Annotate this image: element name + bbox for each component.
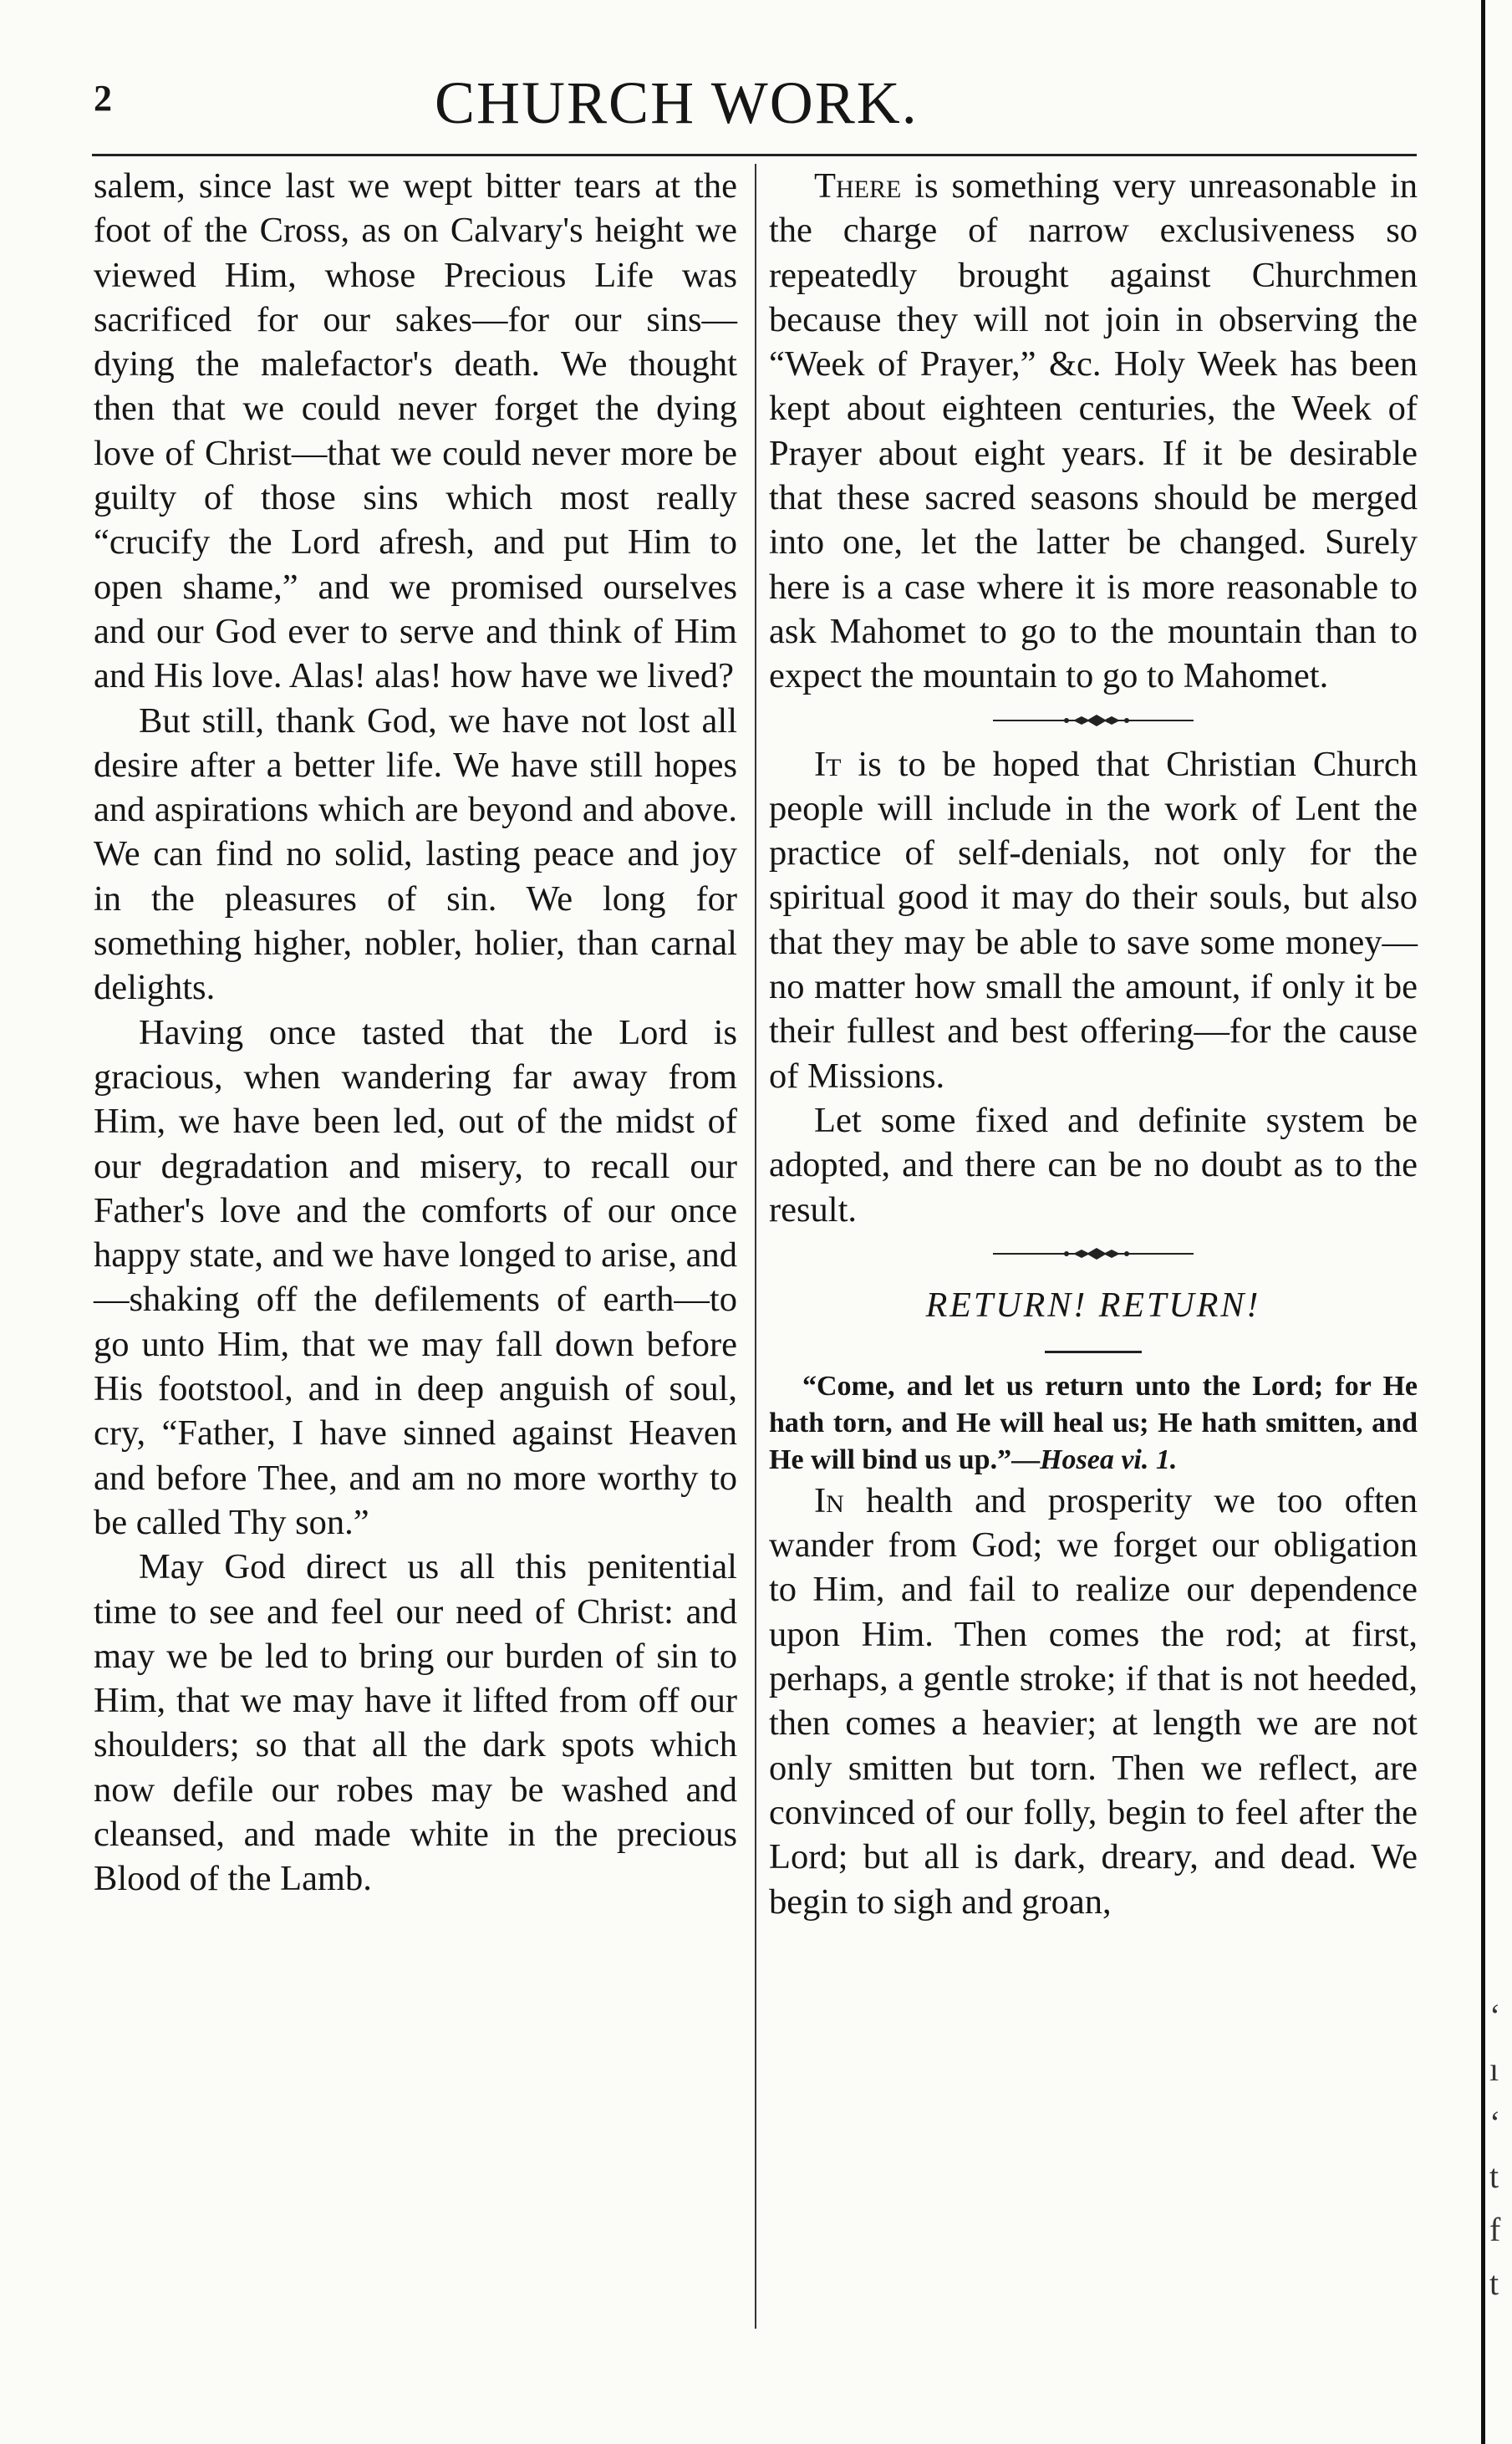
epigraph-text: “Come, and let us return unto the Lord; for He hath torn, and He will heal us; He hath smitten, and He will bind us up.”—: [769, 1370, 1418, 1475]
note-lead-word: There: [814, 166, 902, 206]
section-ornament: [769, 1232, 1418, 1275]
column-divider: [755, 164, 756, 2329]
margin-fragment: ‘: [1489, 1997, 1501, 2034]
note-lent-missions: [769, 742, 1418, 1098]
margin-fragment: t: [1489, 2157, 1499, 2195]
margin-fragment: f: [1489, 2211, 1501, 2248]
note-lead-word: It: [814, 744, 842, 784]
article-paragraph: [769, 1479, 1418, 1924]
left-column: [94, 164, 737, 1902]
running-title: CHURCH WORK.: [435, 69, 919, 136]
note-paragraph: Let some fixed and definite system be adopted, and there can be no doubt as to the result.: [769, 1100, 1418, 1230]
epigraph-source: Hosea vi. 1.: [1040, 1443, 1178, 1475]
title-rule: [1045, 1351, 1142, 1353]
note-text: is to be hoped that Christian Church people will include in the work of Lent the practice of self-denials, not only for the spiritual good it may do their souls, but also that they may be able to save some money—no matter how small the amount, if only it be their fullest and best offering—for the cause of Missions.: [769, 744, 1418, 1096]
article-text: health and prosperity we too often wander from God; we forget our obligation to Him, and fail to realize our dependence upon Him. Then comes the rod; at first, perhaps, a gentle stroke; if that is not heeded, then comes a heavier; at length we are not only smitten but torn. Then we reflect, are convinced of our folly, begin to feel after the Lord; but all is dark, dreary, and dead. We begin to sigh and groan,: [769, 1480, 1418, 1922]
header-rule: [92, 154, 1417, 156]
epigraph: [769, 1368, 1418, 1479]
article-paragraph: May God direct us all this penitential time to see and feel our need of Christ: and may we be led to bring our burden of sin to Him, that we may have it lifted from off our shoulders; so that all the dark spots which now defile our robes may be washed and cleansed, and made white in the precious Blood of the Lamb.: [94, 1547, 737, 1899]
page-number: 2: [94, 78, 112, 119]
page-edge-rule: [1481, 0, 1485, 2444]
article-paragraph: salem, since last we wept bitter tears at the foot of the Cross, as on Calvary's height we viewed Him, whose Precious Life was sacrificed for our sakes—for our sins—dying the malefactor's death. We thought then that we could never forget the dying love of Christ—that we could never more be guilty of those sins which most really “crucify the Lord afresh, and put Him to open shame,” and we promised ourselves and our God ever to serve and think of Him and His love. Alas! alas! how have we lived?: [94, 166, 737, 696]
article-paragraph: But still, thank God, we have not lost all desire after a better life. We have still hopes and aspirations which are beyond and above. We can find no solid, lasting peace and joy in the pleasures of sin. We long for something higher, nobler, holier, than carnal delights.: [94, 700, 737, 1008]
note-text: is something very unreasonable in the charge of narrow exclusiveness so repeatedly brought against Churchmen because they will not join in observing the “Week of Prayer,” &c. Holy Week has been kept about eighteen centuries, the Week of Prayer about eight years. If it be desirable that these sacred seasons should be merged into one, let the latter be changed. Surely here is a case where it is more reasonable to ask Mahomet to go to the mountain than to expect the mountain to go to Mahomet.: [769, 166, 1418, 696]
margin-fragment: t: [1489, 2264, 1499, 2302]
section-title: RETURN! RETURN!: [925, 1286, 1261, 1325]
note-holy-week: [769, 164, 1418, 699]
right-column: [769, 164, 1418, 1924]
article-paragraph: Having once tasted that the Lord is gracious, when wandering far away from Him, we have been led, out of the midst of our degradation and misery, to recall our Father's love and the comforts of our once happy state, and we have longed to arise, and—shaking off the defilements of earth—to go unto Him, that we may fall down before His footstool, and in deep anguish of soul, cry, “Father, I have sinned against Heaven and before Thee, and am no more worthy to be called Thy son.”: [94, 1012, 737, 1542]
margin-fragment: ı: [1489, 2050, 1499, 2088]
margin-fragments: [1489, 1989, 1509, 2310]
note-lead-word: In: [814, 1480, 844, 1520]
margin-fragment: ‘: [1489, 2104, 1501, 2141]
section-ornament: [769, 699, 1418, 742]
